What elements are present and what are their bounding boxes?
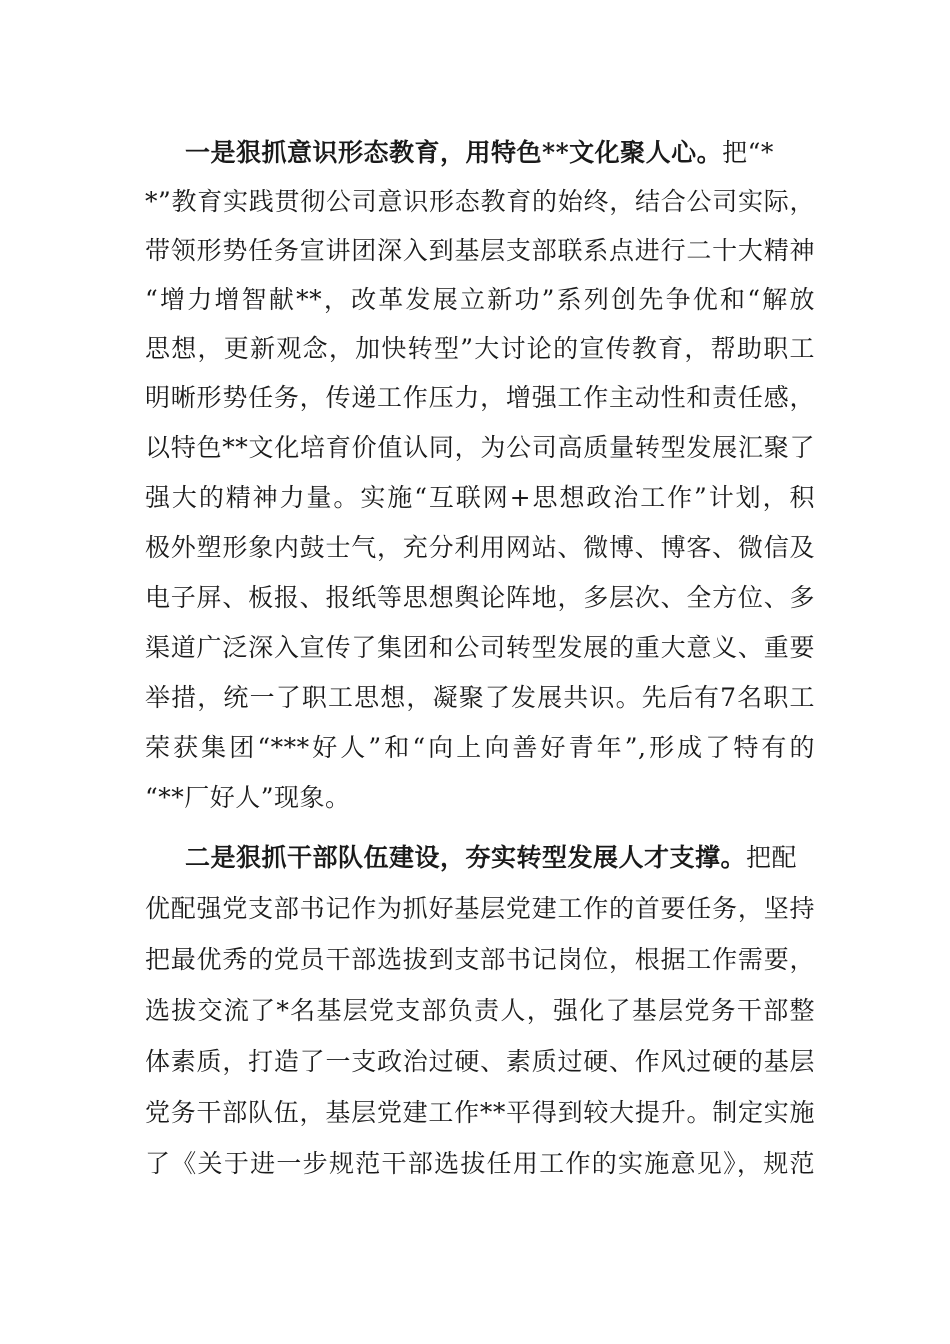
paragraph-line: “增力增智献**，改革发展立新功”系列创先争优和“解放 [145, 285, 815, 314]
paragraph-line: 思想，更新观念，加快转型”大讨论的宣传教育，帮助职工 [145, 334, 815, 363]
paragraph-line: *”教育实践贯彻公司意识形态教育的始终，结合公司实际， [145, 187, 815, 216]
paragraph-line: “**厂好人”现象。 [145, 783, 351, 812]
paragraph-line: 荣获集团“***好人”和“向上向善好青年”,形成了特有的 [145, 733, 815, 762]
paragraph-lead: 二是狠抓干部队伍建设，夯实转型发展人才支撑。 [185, 843, 747, 872]
paragraph-line [185, 129, 774, 177]
paragraph-line: 明晰形势任务，传递工作压力，增强工作主动性和责任感， [145, 383, 815, 412]
paragraph-line: 选拔交流了*名基层党支部负责人，强化了基层党务干部整 [145, 996, 815, 1025]
paragraph-line: 体素质，打造了一支政治过硬、素质过硬、作风过硬的基层 [145, 1047, 815, 1076]
paragraph-line: 电子屏、板报、报纸等思想舆论阵地，多层次、全方位、多 [145, 583, 815, 612]
paragraph-line: 强大的精神力量。实施“互联网+思想政治工作”计划，积 [145, 483, 815, 512]
paragraph-line: 党务干部队伍，基层党建工作**平得到较大提升。制定实施 [145, 1098, 815, 1127]
paragraph-line: 渠道广泛深入宣传了集团和公司转型发展的重大意义、重要 [145, 633, 815, 662]
paragraph-text: 把“* [722, 138, 774, 167]
paragraph-line: 把最优秀的党员干部选拔到支部书记岗位，根据工作需要， [145, 945, 815, 974]
paragraph-line: 带领形势任务宣讲团深入到基层支部联系点进行二十大精神 [145, 236, 815, 265]
paragraph-lead: 一是狠抓意识形态教育，用特色**文化聚人心。 [185, 138, 723, 167]
paragraph-text: 把配 [746, 843, 798, 872]
paragraph-line [185, 834, 797, 882]
paragraph-line: 极外塑形象内鼓士气，充分利用网站、微博、博客、微信及 [145, 533, 815, 562]
paragraph-line: 以特色**文化培育价值认同，为公司高质量转型发展汇聚了 [145, 433, 815, 462]
paragraph-line: 了《关于进一步规范干部选拔任用工作的实施意见》，规范 [145, 1149, 815, 1178]
paragraph-line: 优配强党支部书记作为抓好基层党建工作的首要任务，坚持 [145, 894, 815, 923]
paragraph-line: 举措，统一了职工思想，凝聚了发展共识。先后有7名职工 [145, 683, 815, 712]
